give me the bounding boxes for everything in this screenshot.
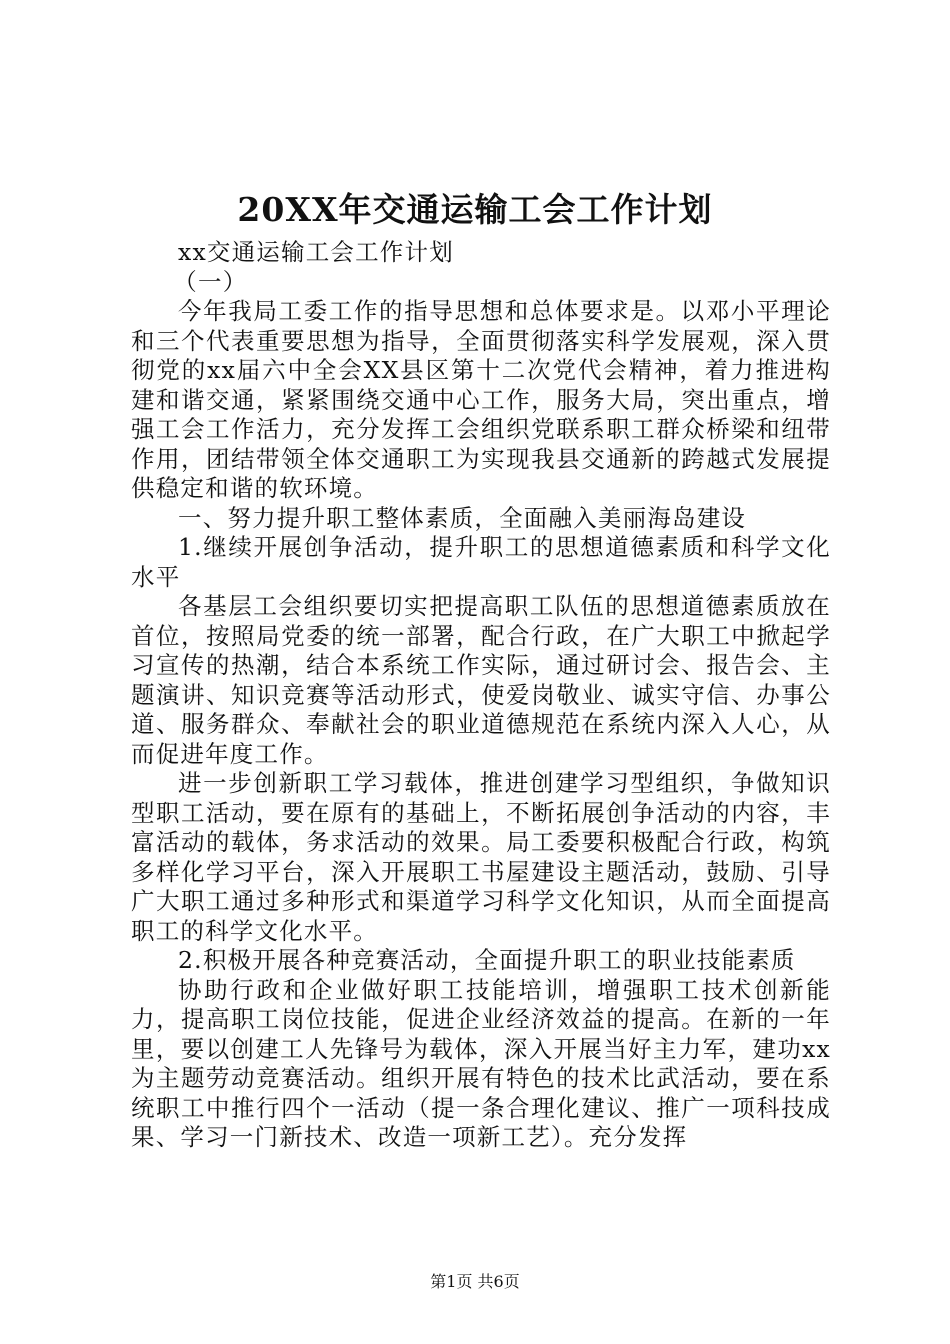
paragraph-subtitle: xx交通运输工会工作计划 [178, 238, 454, 266]
paragraph-section-number: （一） [173, 267, 248, 296]
subsection-heading: 1.继续开展创争活动，提升职工的思想道德素质和科学文化水平 [131, 533, 831, 591]
page-footer: 第1页 共6页 [430, 1272, 520, 1291]
document-title: 20XX年交通运输工会工作计划 [237, 190, 713, 229]
document-body [131, 238, 831, 1153]
paragraph: 今年我局工委工作的指导思想和总体要求是。以邓小平理论和三个代表重要思想为指导，全面贯彻落实科学发展观，深入贯彻党的xx届六中全会XX县区第十二次党代会精神，着力推进构建和谐交通，紧紧围绕交通中心工作，服务大局，突出重点，增强工会工作活力，充分发挥工会组织党联系职工群众桥梁和纽带作用，团结带领全体交通职工为实现我县交通新的跨越式发展提供稳定和谐的软环境。 [131, 297, 831, 502]
section-heading: 一、努力提升职工整体素质，全面融入美丽海岛建设 [178, 503, 747, 532]
paragraph: 进一步创新职工学习载体，推进创建学习型组织，争做知识型职工活动，要在原有的基础上，不断拓展创争活动的内容，丰富活动的载体，务求活动的效果。局工委要积极配合行政，构筑多样化学习平台，深入开展职工书屋建设主题活动，鼓励、引导广大职工通过多种形式和渠道学习科学文化知识，从而全面提高职工的科学文化水平。 [131, 769, 831, 945]
subsection-heading: 2.积极开展各种竞赛活动，全面提升职工的职业技能素质 [178, 946, 796, 974]
paragraph: 协助行政和企业做好职工技能培训，增强职工技术创新能力，提高职工岗位技能，促进企业经济效益的提高。在新的一年里，要以创建工人先锋号为载体，深入开展当好主力军，建功xx为主题劳动竞赛活动。组织开展有特色的技术比武活动，要在系统职工中推行四个一活动（提一条合理化建议、推广一项科技成果、学习一门新技术、改造一项新工艺）。充分发挥 [131, 975, 831, 1151]
paragraph: 各基层工会组织要切实把提高职工队伍的思想道德素质放在首位，按照局党委的统一部署，配合行政，在广大职工中掀起学习宣传的热潮，结合本系统工作实际，通过研讨会、报告会、主题演讲、知识竞赛等活动形式，使爱岗敬业、诚实守信、办事公道、服务群众、奉献社会的职业道德规范在系统内深入人心，从而促进年度工作。 [131, 592, 831, 768]
